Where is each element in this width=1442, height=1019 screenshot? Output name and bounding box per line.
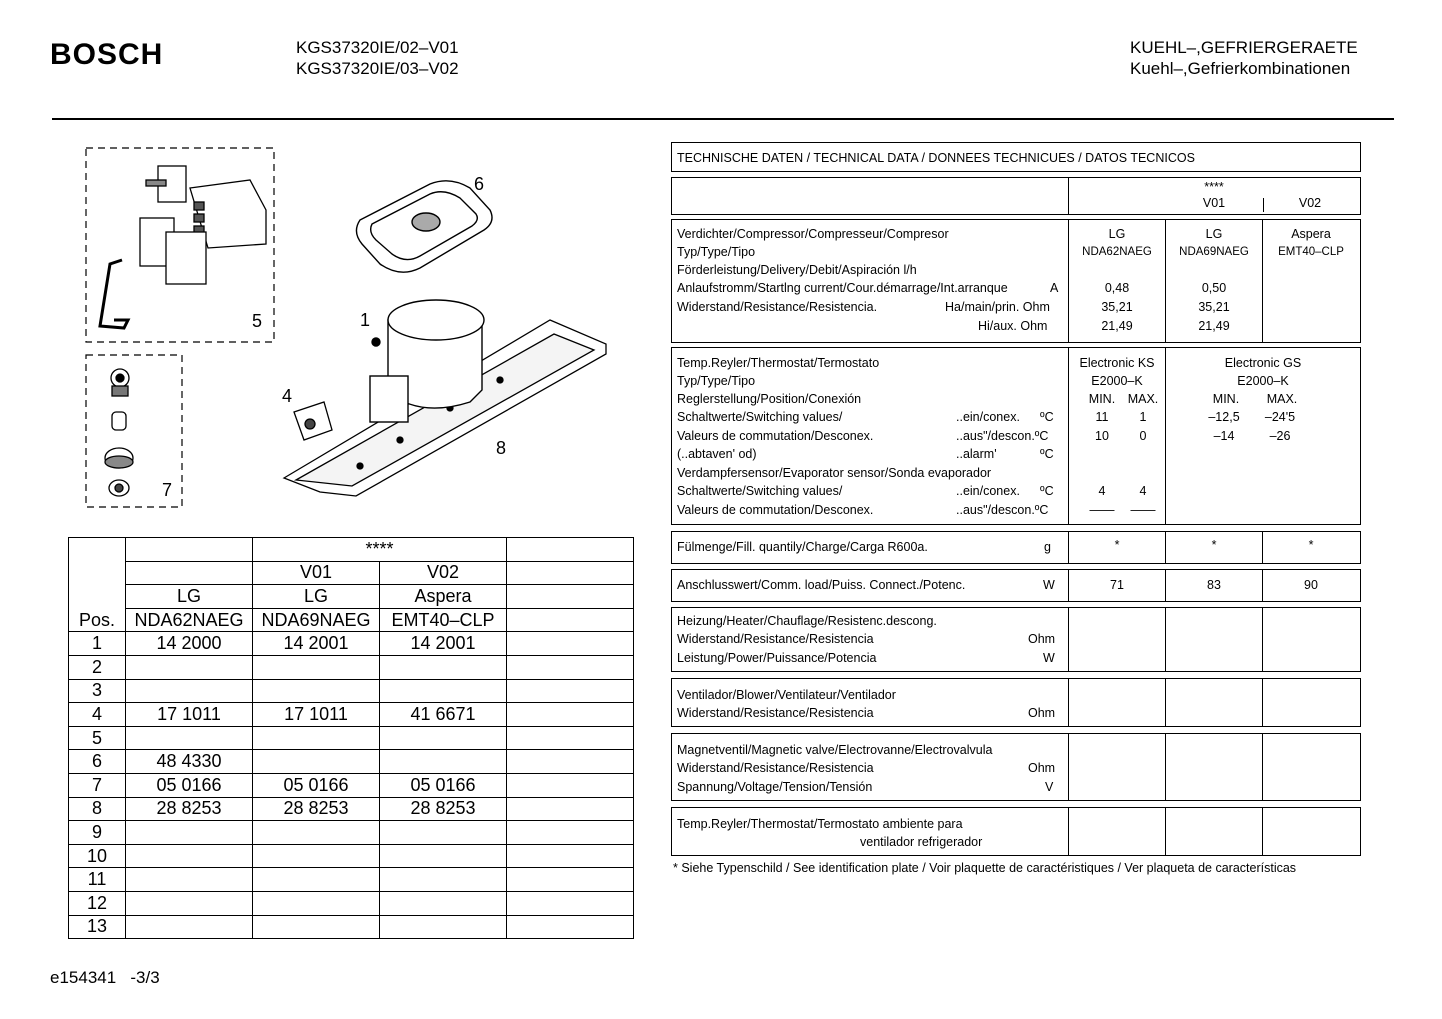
tech-title: TECHNISCHE DATEN / TECHNICAL DATA / DONNEES TECHNICUES / DATOS TECNICOS	[677, 151, 1195, 165]
divider	[1263, 198, 1264, 212]
fill-v3: *	[1308, 538, 1314, 552]
row-c	[380, 726, 507, 750]
fill-v1: *	[1114, 538, 1120, 552]
model-line-1: KGS37320IE/02–V01	[296, 38, 459, 57]
table-row	[69, 915, 634, 939]
row-a	[126, 821, 253, 845]
relay-parts	[100, 166, 266, 328]
ks-min: MIN.	[1088, 392, 1116, 406]
thermo-l8: Schaltwerte/Switching values/	[677, 484, 843, 498]
label-7: 7	[162, 480, 173, 500]
c3-type: EMT40–CLP	[1278, 246, 1344, 258]
ks-off-min: 10	[1095, 429, 1109, 443]
divider	[1165, 608, 1166, 671]
ks-evap-on-max: 4	[1139, 484, 1147, 498]
cell	[507, 538, 634, 562]
row-b: 28 8253	[253, 797, 380, 821]
thermo-l4: Schaltwerte/Switching values/	[677, 410, 843, 424]
table-row	[69, 655, 634, 679]
c2-main: 35,21	[1198, 300, 1230, 314]
compressor-l5: Widerstand/Resistance/Resistencia.	[677, 300, 878, 314]
label-5: 5	[252, 311, 263, 331]
make-1: LG	[126, 585, 253, 609]
cell	[507, 891, 634, 915]
c2-make: LG	[1205, 227, 1223, 241]
c1-make: LG	[1108, 227, 1126, 241]
gs-on-min: –12,5	[1208, 410, 1240, 424]
ks-evap-off-max: ——	[1130, 503, 1156, 517]
start-relay	[294, 402, 332, 440]
row-a	[126, 679, 253, 703]
gs-on-max: –24'5	[1264, 410, 1296, 424]
gs-off-max: –26	[1269, 429, 1291, 443]
cell	[507, 750, 634, 774]
gs-name: Electronic GS	[1224, 356, 1302, 370]
ks-off-max: 0	[1139, 429, 1147, 443]
load-unit: W	[1043, 578, 1055, 592]
row-c: 05 0166	[380, 773, 507, 797]
row-pos: 11	[69, 868, 126, 892]
row-a: 05 0166	[126, 773, 253, 797]
thermo-l5: Valeurs de commutation/Desconex.	[677, 429, 874, 443]
blower-l2: Widerstand/Resistance/Resistencia	[677, 706, 874, 720]
table-row	[69, 868, 634, 892]
divider	[1068, 734, 1069, 800]
thermo-l8-unit: ºC	[1040, 484, 1054, 498]
valve-l2: Widerstand/Resistance/Resistencia	[677, 761, 874, 775]
ks-type: E2000–K	[1091, 374, 1143, 388]
row-pos: 3	[69, 679, 126, 703]
variant-v01: V01	[253, 561, 380, 585]
gs-min: MIN.	[1212, 392, 1240, 406]
cell	[507, 561, 634, 585]
cell	[507, 703, 634, 727]
divider	[1068, 679, 1069, 726]
c1-aux: 21,49	[1101, 319, 1133, 333]
cell	[126, 561, 253, 585]
row-b	[253, 868, 380, 892]
title-line-1: KUEHL–,GEFRIERGERAETE	[1130, 38, 1358, 57]
cell	[507, 773, 634, 797]
tech-fill-box	[671, 531, 1361, 564]
divider	[1068, 808, 1069, 855]
thermo-l4-right: ..ein/conex.	[956, 410, 1020, 424]
valve-l1: Magnetventil/Magnetic valve/Electrovanne/Electrovalvula	[677, 743, 993, 757]
brand-logo: BOSCH	[50, 38, 164, 71]
make-3: Aspera	[380, 585, 507, 609]
table-row	[69, 726, 634, 750]
divider	[1165, 734, 1166, 800]
heater-l3-unit: W	[1043, 651, 1055, 665]
model-line-2: KGS37320IE/03–V02	[296, 59, 459, 78]
thermo-l9: Valeurs de commutation/Desconex.	[677, 503, 874, 517]
valve-l3: Spannung/Voltage/Tension/Tensión	[677, 780, 873, 794]
divider	[1165, 679, 1166, 726]
tech-variant-header	[671, 177, 1361, 215]
row-c	[380, 821, 507, 845]
make-2: LG	[253, 585, 380, 609]
cell	[126, 538, 253, 562]
table-row	[69, 703, 634, 727]
c1-type: NDA62NAEG	[1082, 246, 1152, 258]
ambient-l2: ventilador refrigerador	[860, 835, 983, 849]
gs-type: E2000–K	[1237, 374, 1289, 388]
cell	[507, 679, 634, 703]
row-b: 14 2001	[253, 632, 380, 656]
compressor-l2: Typ/Type/Tipo	[677, 245, 756, 259]
heater-l2: Widerstand/Resistance/Resistencia	[677, 632, 874, 646]
load-label: Anschlusswert/Comm. load/Puiss. Connect./Potenc.	[677, 578, 966, 592]
row-a: 14 2000	[126, 632, 253, 656]
cell	[507, 608, 634, 632]
divider	[1262, 679, 1263, 726]
footnote: * Siehe Typenschild / See identification plate / Voir plaquette de caractéristiques / Ver plaqueta de características	[673, 861, 1297, 875]
fill-v2: *	[1211, 538, 1217, 552]
pos-label: Pos.	[78, 610, 116, 631]
row-b	[253, 679, 380, 703]
tech-title-box	[671, 142, 1361, 172]
blower-l2-unit: Ohm	[1028, 706, 1056, 720]
thermo-l5-right: ..aus"/descon.ºC	[956, 429, 1049, 443]
compressor-cover	[356, 181, 492, 272]
row-a	[126, 915, 253, 939]
label-6: 6	[474, 174, 485, 194]
compressor-l6-right: Hi/aux. Ohm	[978, 319, 1048, 333]
row-b	[253, 915, 380, 939]
row-a	[126, 891, 253, 915]
row-pos: 10	[69, 844, 126, 868]
row-b: 17 1011	[253, 703, 380, 727]
row-c: 14 2001	[380, 632, 507, 656]
cell	[507, 797, 634, 821]
ks-name: Electronic KS	[1079, 356, 1155, 370]
row-c: 28 8253	[380, 797, 507, 821]
label-8: 8	[496, 438, 507, 458]
type-2: NDA69NAEG	[253, 608, 380, 632]
header-rule	[52, 118, 1394, 120]
type-1: NDA62NAEG	[126, 608, 253, 632]
load-v3: 90	[1304, 578, 1318, 592]
tech-ambient-box	[671, 807, 1361, 856]
tech-stars: ****	[1204, 180, 1224, 194]
ks-on-min: 11	[1095, 410, 1109, 424]
load-v1: 71	[1110, 578, 1124, 592]
ks-max: MAX.	[1127, 392, 1159, 406]
row-pos: 5	[69, 726, 126, 750]
thermo-l6-unit: ºC	[1040, 447, 1054, 461]
c1-main: 35,21	[1101, 300, 1133, 314]
ks-evap-on-min: 4	[1098, 484, 1106, 498]
load-v2: 83	[1207, 578, 1221, 592]
blower-l1: Ventilador/Blower/Ventilateur/Ventilador	[677, 688, 896, 702]
thermo-l6: (..abtaven' od)	[677, 447, 757, 461]
compressor-l5-right: Ha/main/prin. Ohm	[945, 300, 1050, 314]
page-number: -3/3	[130, 968, 160, 987]
parts-table	[68, 537, 634, 939]
table-row	[69, 891, 634, 915]
row-b	[253, 891, 380, 915]
cell	[507, 726, 634, 750]
row-a	[126, 844, 253, 868]
cell	[507, 844, 634, 868]
row-c	[380, 844, 507, 868]
tech-v02: V02	[1298, 196, 1322, 210]
thermo-l7: Verdampfersensor/Evaporator sensor/Sonda evaporador	[677, 466, 992, 480]
row-a	[126, 726, 253, 750]
row-b	[253, 844, 380, 868]
pos-header	[69, 538, 126, 632]
c1-current: 0,48	[1104, 281, 1130, 295]
table-row	[69, 679, 634, 703]
row-pos: 6	[69, 750, 126, 774]
fill-label: Fülmenge/Fill. quantily/Charge/Carga R600a.	[677, 540, 928, 554]
compressor-l4: Anlaufstromm/Startlng current/Cour.démarrage/Int.arranque	[677, 281, 1008, 295]
row-pos: 9	[69, 821, 126, 845]
row-c	[380, 750, 507, 774]
label-4: 4	[282, 386, 293, 406]
fill-unit: g	[1044, 540, 1051, 554]
cell	[507, 821, 634, 845]
mount-parts	[105, 369, 133, 496]
c2-type: NDA69NAEG	[1179, 246, 1249, 258]
gs-max: MAX.	[1266, 392, 1298, 406]
tech-valve-box	[671, 733, 1361, 801]
thermo-l2: Typ/Type/Tipo	[677, 374, 756, 388]
row-a: 17 1011	[126, 703, 253, 727]
ks-on-max: 1	[1139, 410, 1147, 424]
row-c: 41 6671	[380, 703, 507, 727]
thermo-l8-right: ..ein/conex.	[956, 484, 1020, 498]
ambient-l1: Temp.Reyler/Thermostat/Termostato ambiente para	[677, 817, 963, 831]
row-pos: 13	[69, 915, 126, 939]
model-numbers	[296, 37, 459, 79]
doc-code: e154341	[50, 968, 117, 987]
row-a	[126, 655, 253, 679]
row-pos: 8	[69, 797, 126, 821]
title-line-2: Kuehl–,Gefrierkombinationen	[1130, 59, 1351, 78]
row-a: 48 4330	[126, 750, 253, 774]
divider	[1262, 808, 1263, 855]
heater-l1: Heizung/Heater/Chauflage/Resistenc.descong.	[677, 614, 937, 628]
type-3: EMT40–CLP	[380, 608, 507, 632]
tech-blower-box	[671, 678, 1361, 727]
row-c	[380, 891, 507, 915]
row-a	[126, 868, 253, 892]
thermo-l1: Temp.Reyler/Thermostat/Termostato	[677, 356, 880, 370]
table-row	[69, 750, 634, 774]
thermo-l4-unit: ºC	[1040, 410, 1054, 424]
document-titles	[1130, 37, 1390, 79]
compressor-l4-unit: A	[1050, 281, 1059, 295]
row-b	[253, 821, 380, 845]
thermo-l3: Reglerstellung/Position/Conexión	[677, 392, 862, 406]
heater-l2-unit: Ohm	[1028, 632, 1056, 646]
row-c	[380, 915, 507, 939]
table-row	[69, 773, 634, 797]
row-c	[380, 868, 507, 892]
cell	[507, 632, 634, 656]
label-1: 1	[360, 310, 371, 330]
c2-current: 0,50	[1201, 281, 1227, 295]
row-c	[380, 679, 507, 703]
row-b: 05 0166	[253, 773, 380, 797]
row-pos: 2	[69, 655, 126, 679]
row-b	[253, 726, 380, 750]
cell	[507, 868, 634, 892]
c3-make: Aspera	[1291, 227, 1331, 241]
gs-off-min: –14	[1213, 429, 1235, 443]
tech-v01: V01	[1202, 196, 1226, 210]
divider	[1262, 734, 1263, 800]
c2-aux: 21,49	[1198, 319, 1230, 333]
thermo-l9-right: ..aus"/descon.ºC	[956, 503, 1049, 517]
row-pos: 1	[69, 632, 126, 656]
table-row	[69, 821, 634, 845]
table-row	[69, 797, 634, 821]
thermo-l6-right: ..alarm'	[956, 447, 997, 461]
row-b	[253, 750, 380, 774]
row-pos: 7	[69, 773, 126, 797]
table-row	[69, 632, 634, 656]
tech-heater-box	[671, 607, 1361, 672]
heater-l3: Leistung/Power/Puissance/Potencia	[677, 651, 877, 665]
row-b	[253, 655, 380, 679]
row-pos: 12	[69, 891, 126, 915]
compressor-l1: Verdichter/Compressor/Compresseur/Compresor	[677, 227, 949, 241]
divider	[1262, 608, 1263, 671]
row-pos: 4	[69, 703, 126, 727]
valve-l3-unit: V	[1045, 780, 1054, 794]
tech-load-box	[671, 569, 1361, 602]
divider	[1165, 808, 1166, 855]
table-row	[69, 844, 634, 868]
ks-evap-off-min: ——	[1089, 503, 1115, 517]
cell	[507, 585, 634, 609]
footer	[50, 968, 160, 988]
row-c	[380, 655, 507, 679]
row-a: 28 8253	[126, 797, 253, 821]
tech-compressor-box	[671, 219, 1361, 343]
divider	[1068, 608, 1069, 671]
valve-l2-unit: Ohm	[1028, 761, 1056, 775]
parts-diagram	[70, 140, 630, 520]
stars-header: ****	[253, 538, 507, 562]
cell	[507, 915, 634, 939]
compressor-l3: Förderleistung/Delivery/Debit/Aspiración l/h	[677, 263, 917, 277]
cell	[507, 655, 634, 679]
tech-thermostat-box	[671, 347, 1361, 525]
variant-v02: V02	[380, 561, 507, 585]
